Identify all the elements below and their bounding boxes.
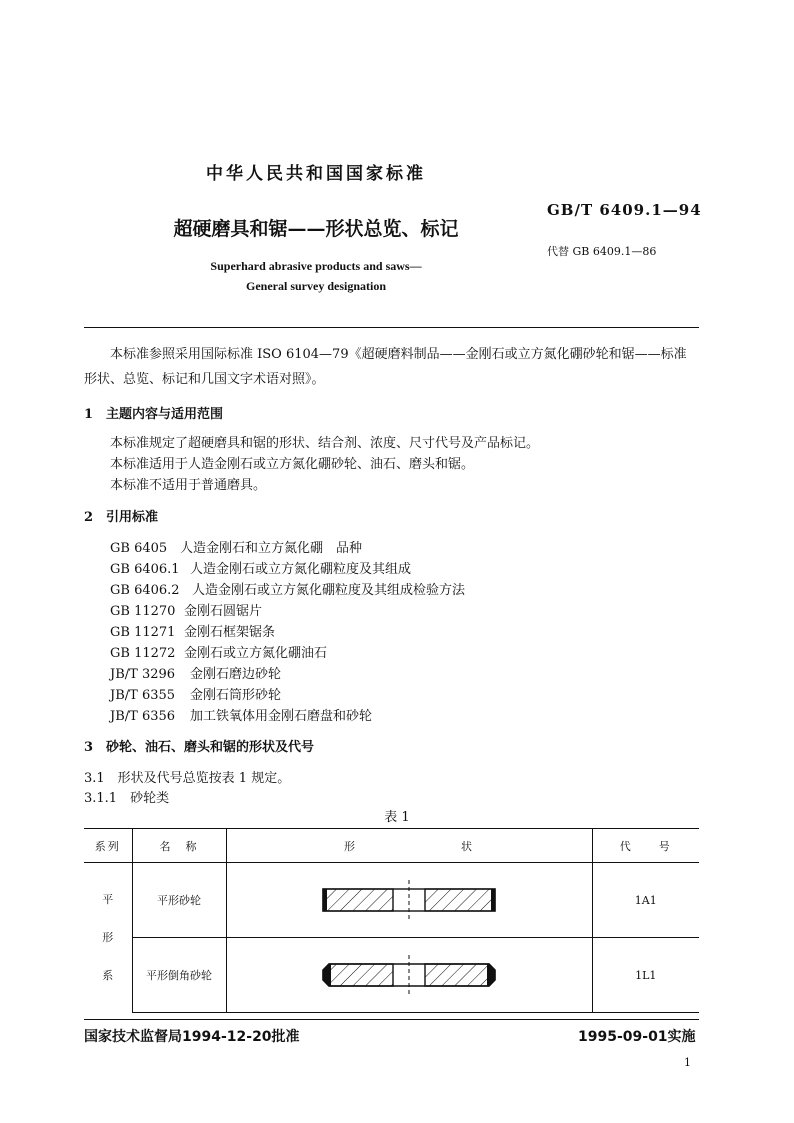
document-title-cn: 超硬磨具和锯——形状总览、标记 (173, 218, 459, 240)
reference-code: GB 6405 (110, 541, 168, 556)
subsection-3-1-1: 3.1.1 砂轮类 (84, 791, 170, 806)
reference-title: 人造金刚石或立方氮化硼粒度及其组成 (190, 562, 412, 577)
section-1-heading (84, 403, 223, 422)
reference-code: GB 6406.2 (110, 583, 180, 598)
section-3-number: 3 (84, 740, 94, 755)
reference-item (110, 663, 281, 682)
reference-title: 金刚石或立方氮化硼油石 (184, 646, 328, 661)
subsection-3-1: 3.1 形状及代号总览按表 1 规定。 (84, 771, 291, 786)
header-code: 代 号 (592, 829, 699, 863)
series-char: 形 (102, 930, 114, 944)
section-2-heading (84, 506, 158, 525)
section-2-title: 引用标准 (106, 510, 159, 525)
section-1-line-1: 本标准规定了超硬磨具和锯的形状、结合剂、浓度、尺寸代号及产品标记。 (110, 436, 540, 451)
header-name: 名 称 (132, 829, 226, 863)
approval-date: 国家技术监督局1994-12-20批准 (84, 1029, 300, 1045)
reference-code: GB 11272 (110, 646, 176, 661)
header-divider (84, 327, 699, 328)
reference-code: JB/T 3296 (110, 667, 176, 682)
section-1-line-3: 本标准不适用于普通磨具。 (110, 478, 267, 493)
product-code: 1A1 (634, 893, 657, 907)
reference-title: 人造金刚石或立方氮化硼粒度及其组成检验方法 (192, 583, 466, 598)
table-row (84, 863, 699, 938)
header-shape: 形 状 (226, 829, 592, 863)
product-name: 平形砂轮 (132, 863, 226, 938)
reference-item (110, 579, 465, 598)
shape-cell (226, 863, 592, 938)
reference-code: GB 11270 (110, 604, 176, 619)
table-caption: 表 1 (384, 810, 410, 825)
reference-title: 金刚石框架锯条 (184, 625, 276, 640)
reference-item (110, 642, 327, 661)
reference-code: GB 11271 (110, 625, 176, 640)
reference-item (110, 558, 411, 577)
reference-title: 加工铁氧体用金刚石磨盘和砂轮 (190, 709, 373, 724)
shape-cell (226, 938, 592, 1013)
national-standard-heading: 中华人民共和国国家标准 (206, 164, 426, 184)
reference-code: GB 6406.1 (110, 562, 180, 577)
section-3-heading (84, 736, 314, 755)
reference-code: JB/T 6356 (110, 709, 176, 724)
section-3-title: 砂轮、油石、磨头和锯的形状及代号 (106, 740, 315, 755)
intro-paragraph: 本标准参照采用国际标准 ISO 6104—79《超硬磨料制品——金刚石或立方氮化硼砂轮和锯——标准形状、总览、标记和几国文字术语对照》。 (84, 347, 687, 387)
section-1-title: 主题内容与适用范围 (106, 407, 224, 422)
document-title-en-line1: Superhard abrasive products and saws— (210, 259, 422, 273)
footer-divider (84, 1019, 699, 1020)
replaces-standard: 代替 GB 6409.1—86 (547, 245, 657, 258)
wheel-1a1-drawing (309, 878, 509, 922)
wheel-1l1-drawing (309, 953, 509, 997)
reference-item (110, 705, 372, 724)
section-1-number: 1 (84, 407, 94, 422)
reference-title: 人造金刚石和立方氮化硼 品种 (180, 541, 363, 556)
document-title-en-line2: General survey designation (246, 279, 386, 293)
series-cell (84, 863, 132, 1013)
table-1 (84, 828, 699, 1013)
table-row (84, 938, 699, 1013)
reference-item (110, 684, 281, 703)
reference-item (110, 621, 275, 640)
product-name: 平形倒角砂轮 (132, 938, 226, 1013)
reference-item (110, 537, 362, 556)
section-1-line-2: 本标准适用于人造金刚石或立方氮化硼砂轮、油石、磨头和锯。 (110, 457, 475, 472)
product-code: 1L1 (592, 938, 699, 1013)
page-number: 1 (684, 1056, 691, 1069)
standard-code: GB/T 6409.1—94 (547, 201, 702, 219)
reference-title: 金刚石圆锯片 (184, 604, 263, 619)
series-char: 系 (102, 968, 114, 982)
reference-title: 金刚石磨边砂轮 (190, 667, 282, 682)
header-series: 系列 (84, 829, 132, 863)
series-char: 平 (102, 892, 114, 906)
section-2-number: 2 (84, 510, 94, 525)
reference-code: JB/T 6355 (110, 688, 176, 703)
reference-item (110, 600, 262, 619)
effective-date: 1995-09-01实施 (578, 1029, 696, 1045)
reference-title: 金刚石筒形砂轮 (190, 688, 282, 703)
